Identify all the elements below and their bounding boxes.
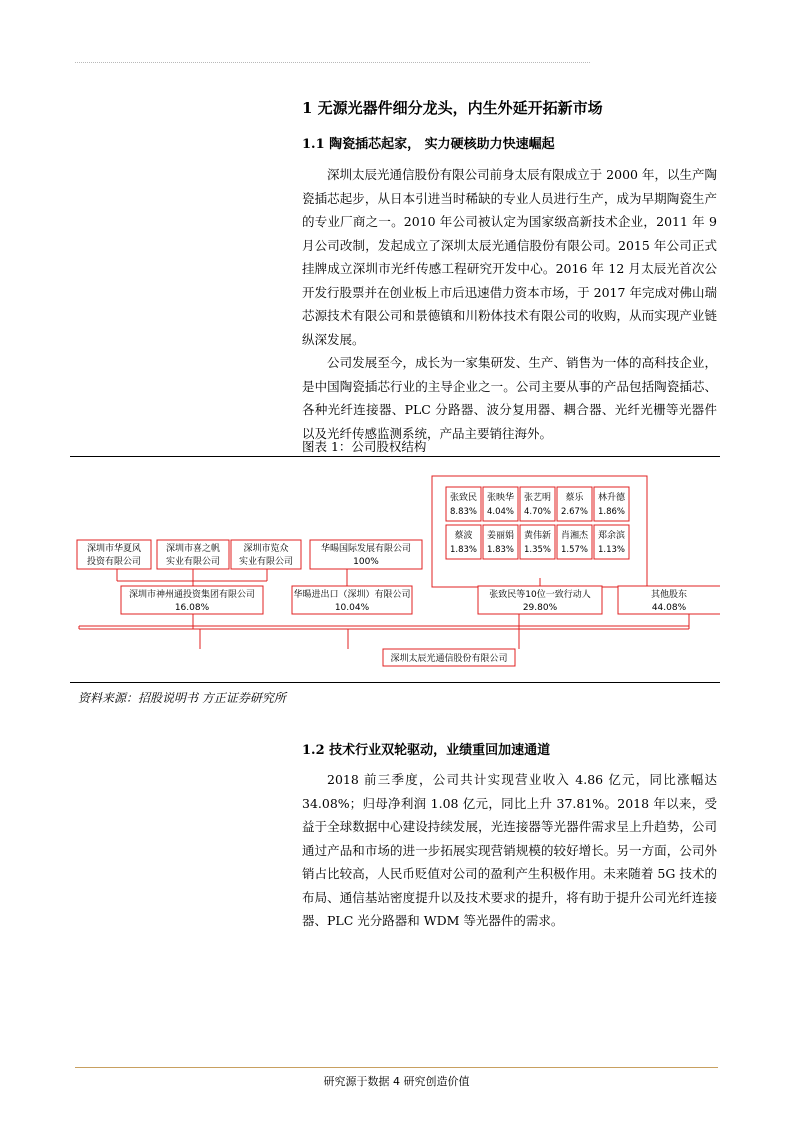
company-name: 深圳太辰光通信股份有限公司: [390, 654, 508, 664]
person-pct: 8.83%: [449, 507, 478, 517]
person-pct: 2.67%: [560, 507, 589, 517]
shareholder-name: 其他股东: [650, 590, 688, 600]
holding-box-label: 实业有限公司: [238, 557, 294, 567]
holding-box-label: 实业有限公司: [165, 557, 221, 567]
ownership-structure-chart: [70, 458, 720, 680]
person-name: 蔡波: [454, 531, 473, 541]
person-box: [557, 487, 592, 521]
person-name: 张艺明: [523, 493, 552, 503]
person-box: [557, 525, 592, 559]
person-pct: 4.04%: [486, 507, 515, 517]
shareholder-name: 华暘进出口（深圳）有限公司: [293, 590, 411, 600]
paragraph: 2018 前三季度，公司共计实现营业收入 4.86 亿元，同比涨幅达 34.08%；归母净利润 1.08 亿元，同比上升 37.81%。2018 年以来，受益于全球数据中心建设持续发展，光连接器等光器件需求呈上升趋势，公司通过产品和市场的进一步拓展实现营销规模的较好增长。另一方面，公司外销占比较高，人民币贬值对公司的盈利产生积极作用。未来随着 5G 技术的布局、通信基站密度提升以及技术要求的提升，将有助于提升公司光纤连接器、PLC 光分路器和 WDM 等光器件的需求。: [302, 772, 717, 928]
section-heading: 1 无源光器件细分龙头，内生外延开拓新市场: [302, 99, 603, 117]
person-box: [520, 487, 555, 521]
holding-box-label: 华暘国际发展有限公司: [320, 544, 412, 554]
person-name: 郑余滨: [597, 531, 626, 541]
person-pct: 1.13%: [597, 545, 626, 555]
person-name: 姜丽娟: [486, 531, 515, 541]
person-box: [483, 487, 518, 521]
person-box: [483, 525, 518, 559]
person-pct: 1.35%: [523, 545, 552, 555]
person-box: [594, 525, 629, 559]
shareholder-pct: 29.80%: [522, 603, 558, 613]
shareholder-pct: 44.08%: [651, 603, 687, 613]
person-name: 林升德: [597, 493, 626, 503]
header-dotted-rule: [75, 62, 590, 63]
figure-top-rule: [70, 456, 720, 457]
paragraph: 深圳太辰光通信股份有限公司前身太辰有限成立于 2000 年，以生产陶瓷插芯起步，从日本引进当时稀缺的专业人员进行生产，成为早期陶瓷生产的专业厂商之一。2010 年公司被认定为国家级高新技术企业，2011 年 9 月公司改制，发起成立了深圳太辰光通信股份有限公司。2015 年公司正式挂牌成立深圳市光纤传感工程研究开发中心。2016 年 12 月太辰光首次公开发行股票并在创业板上市后迅速借力资本市场，于 2017 年完成对佛山瑞芯源技术有限公司和景德镇和川粉体技术有限公司的收购，从而实现产业链纵深发展。: [302, 167, 717, 347]
holding-box-pct: 100%: [353, 557, 379, 567]
body-text-1-2: [302, 768, 717, 933]
person-box: [446, 487, 481, 521]
figure-title: 图表 1：公司股权结构: [302, 439, 427, 454]
person-pct: 1.86%: [597, 507, 626, 517]
holding-box-label: 深圳市览众: [243, 544, 289, 554]
subsection-heading-1-1: 1.1 陶瓷插芯起家， 实力硬核助力快速崛起: [302, 137, 555, 152]
figure-source: 资料来源：招股说明书 方正证券研究所: [78, 691, 286, 705]
person-pct: 1.57%: [560, 545, 589, 555]
person-pct: 1.83%: [449, 545, 478, 555]
person-box: [446, 525, 481, 559]
shareholder-name: 深圳市神州通投资集团有限公司: [128, 590, 256, 600]
footer-rule: [75, 1067, 718, 1068]
person-pct: 4.70%: [523, 507, 552, 517]
paragraph: 公司发展至今，成长为一家集研发、生产、销售为一体的高科技企业，是中国陶瓷插芯行业的主导企业之一。公司主要从事的产品包括陶瓷插芯、各种光纤连接器、PLC 分路器、波分复用器、耦合器、光纤光栅等光器件以及光纤传感监测系统，产品主要销往海外。: [302, 355, 717, 441]
person-box: [594, 487, 629, 521]
person-name: 肖湘杰: [560, 531, 589, 541]
figure-bottom-rule: [70, 682, 720, 683]
holding-box-label: 投资有限公司: [86, 557, 142, 567]
holding-box-label: 深圳市华夏风: [86, 544, 142, 554]
person-name: 张映华: [486, 493, 515, 503]
footer-text: 研究源于数据 4 研究创造价值: [323, 1075, 470, 1088]
person-name: 张致民: [449, 493, 478, 503]
person-box: [520, 525, 555, 559]
holding-box-label: 深圳市喜之帆: [165, 544, 221, 554]
person-pct: 1.83%: [486, 545, 515, 555]
shareholder-pct: 10.04%: [334, 603, 370, 613]
shareholder-pct: 16.08%: [174, 603, 210, 613]
subsection-heading-1-2: 1.2 技术行业双轮驱动，业绩重回加速通道: [302, 743, 551, 758]
person-name: 蔡乐: [565, 493, 584, 503]
person-name: 黄伟新: [523, 531, 552, 541]
shareholder-name: 张致民等10位一致行动人: [489, 590, 591, 600]
body-text-1-1: [302, 163, 717, 445]
